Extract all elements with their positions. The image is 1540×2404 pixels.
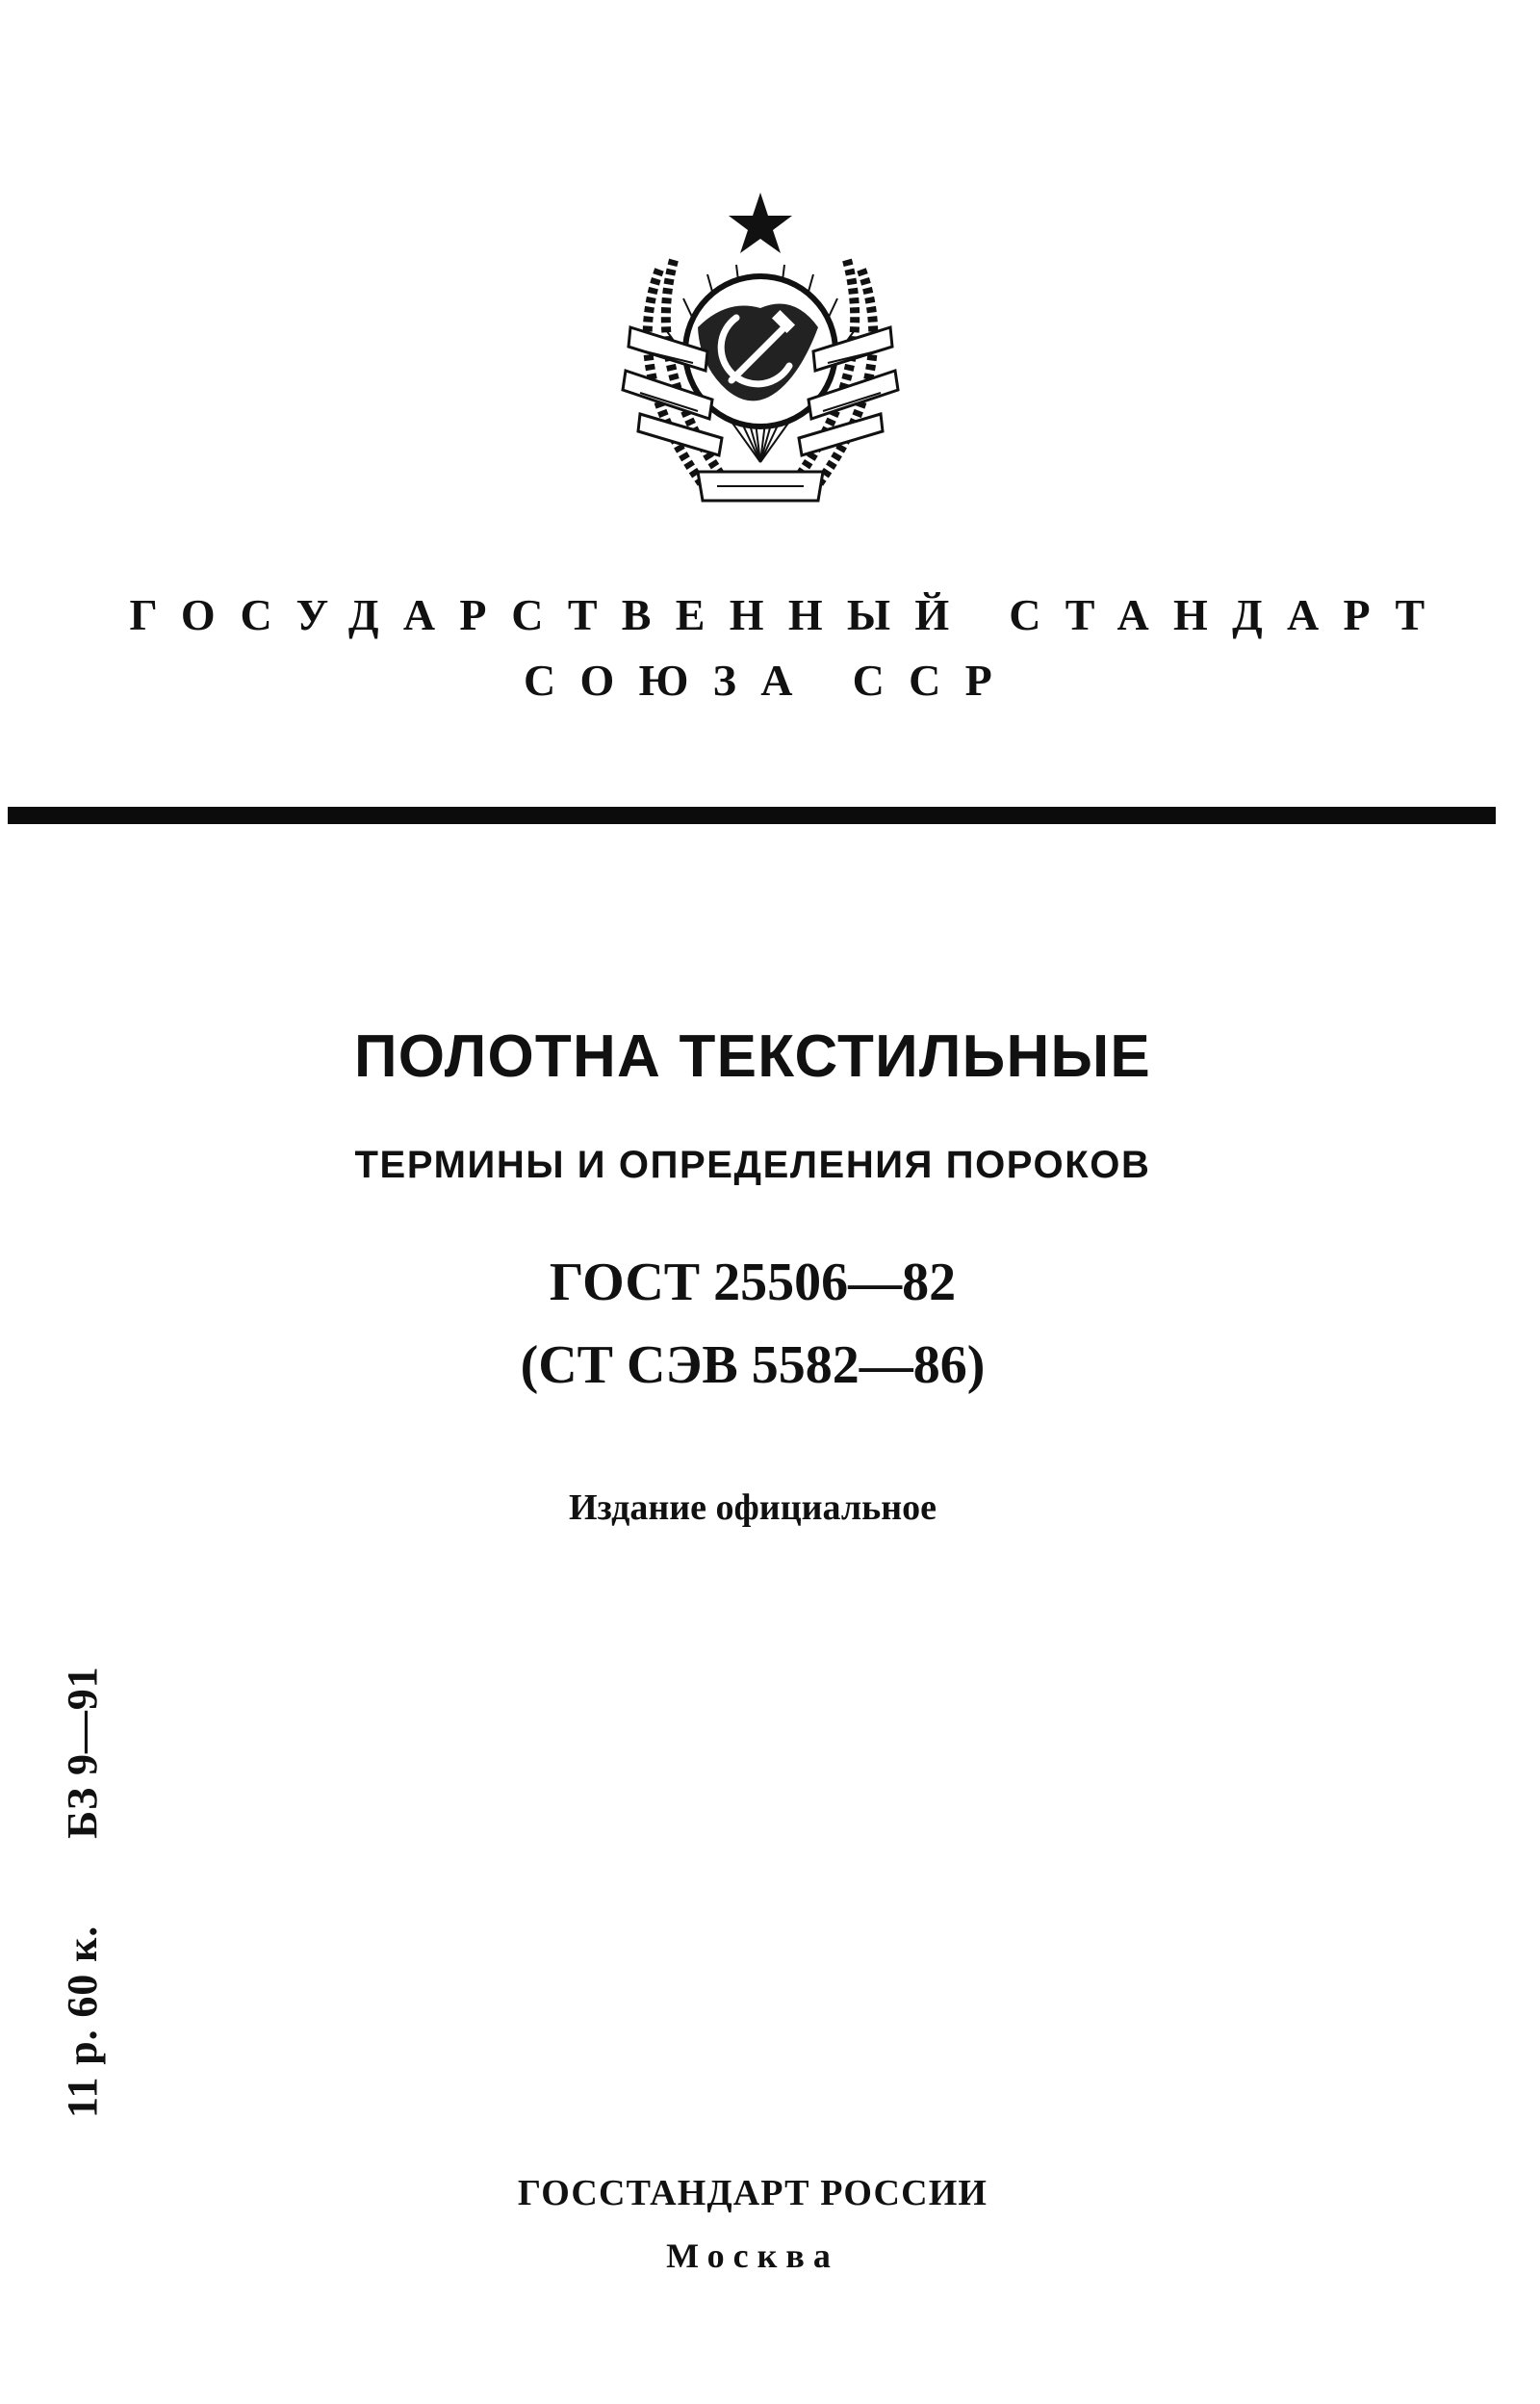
- side-note: [58, 1666, 107, 2118]
- header-state-standard: ГОСУДАРСТВЕННЫЙ СТАНДАРТ: [129, 590, 1450, 639]
- catalog-code: БЗ 9—91: [59, 1666, 106, 1839]
- horizontal-rule: [8, 807, 1496, 824]
- state-emblem: [592, 183, 929, 539]
- document-title: ПОЛОТНА ТЕКСТИЛЬНЫЕ: [354, 1023, 1151, 1090]
- soviet-state-emblem-icon: [592, 183, 929, 539]
- edition-label: Издание официальное: [568, 1487, 937, 1528]
- publisher-city: Москва: [666, 2236, 839, 2275]
- header-ussr: СОЮЗА ССР: [523, 656, 1017, 705]
- price-label: 11 р. 60 к.: [59, 1925, 106, 2118]
- gost-number: ГОСТ 25506—82: [549, 1253, 957, 1312]
- st-sev-number: (СТ СЭВ 5582—86): [520, 1335, 986, 1395]
- publisher-name: ГОССТАНДАРТ РОССИИ: [517, 2173, 988, 2213]
- document-subtitle: ТЕРМИНЫ И ОПРЕДЕЛЕНИЯ ПОРОКОВ: [354, 1144, 1151, 1186]
